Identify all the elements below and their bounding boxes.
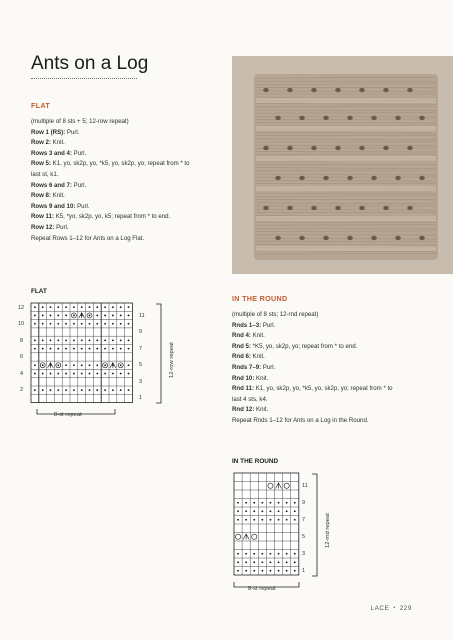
purl-symbol <box>253 519 255 521</box>
page-footer <box>370 605 412 612</box>
eyelet-hole <box>275 176 281 180</box>
purl-symbol <box>261 553 263 555</box>
purl-symbol <box>96 389 98 391</box>
flat-line-text: Knit. <box>50 192 65 200</box>
flat-line-label: Rows 3 and 4: <box>31 149 72 157</box>
purl-symbol <box>96 373 98 375</box>
round-line-label: Rnds 1–3: <box>232 321 262 329</box>
round-line-label: Rnd 12: <box>232 406 255 414</box>
round-row-repeat-label: 12-rnd repeat <box>325 513 331 548</box>
purl-symbol <box>112 348 114 350</box>
purl-symbol <box>34 323 36 325</box>
purl-symbol <box>270 553 272 555</box>
purl-symbol <box>261 570 263 572</box>
purl-symbol <box>65 306 67 308</box>
eyelet-hole <box>323 116 329 120</box>
purl-symbol <box>34 364 36 366</box>
round-line <box>232 363 393 374</box>
eyelet-hole <box>323 236 329 240</box>
eyelet-hole <box>407 88 413 92</box>
purl-symbol <box>81 348 83 350</box>
purl-symbol <box>50 389 52 391</box>
page-title: Ants on a Log <box>31 53 149 74</box>
purl-symbol <box>81 373 83 375</box>
purl-symbol <box>42 315 44 317</box>
purl-symbol <box>89 306 91 308</box>
eyelet-hole <box>407 146 413 150</box>
purl-symbol <box>104 339 106 341</box>
flat-line-label: Row 8: <box>31 192 51 200</box>
purl-symbol <box>253 561 255 563</box>
purl-symbol <box>73 339 75 341</box>
round-instructions <box>232 310 393 427</box>
purl-symbol <box>245 561 247 563</box>
purl-symbol <box>120 306 122 308</box>
flat-line-text: Purl. <box>75 202 90 210</box>
purl-symbol <box>57 373 59 375</box>
purl-symbol <box>253 502 255 504</box>
round-line-text: K1, yo, sk2p, yo, *k5, yo, sk2p, yo; repeat from * to <box>254 385 393 393</box>
eyelet-hole <box>299 236 305 240</box>
purl-symbol <box>237 553 239 555</box>
purl-symbol <box>89 373 91 375</box>
purl-symbol <box>42 323 44 325</box>
flat-line-text: (multiple of 8 sts + 5; 12-row repeat) <box>31 118 129 125</box>
round-line <box>232 374 393 385</box>
purl-symbol <box>104 364 106 366</box>
round-right-row-3: 3 <box>302 551 306 557</box>
flat-chart <box>14 300 194 428</box>
flat-right-row-11: 11 <box>139 313 145 319</box>
purl-symbol <box>89 364 91 366</box>
purl-symbol <box>128 339 130 341</box>
round-right-row-1: 1 <box>302 568 306 574</box>
purl-symbol <box>278 510 280 512</box>
eyelet-hole <box>275 116 281 120</box>
purl-symbol <box>50 315 52 317</box>
purl-symbol <box>261 561 263 563</box>
purl-symbol <box>278 502 280 504</box>
purl-symbol <box>237 510 239 512</box>
round-chart-label: IN THE ROUND <box>232 458 279 465</box>
purl-symbol <box>50 373 52 375</box>
round-line-text: Knit. <box>254 406 269 414</box>
purl-symbol <box>112 306 114 308</box>
purl-symbol <box>57 389 59 391</box>
round-line-text: Purl. <box>261 321 276 329</box>
flat-left-row-12: 12 <box>18 305 25 311</box>
eyelet-hole <box>263 88 269 92</box>
eyelet-hole <box>335 206 341 210</box>
purl-symbol <box>42 373 44 375</box>
purl-symbol <box>81 364 83 366</box>
purl-symbol <box>237 570 239 572</box>
purl-symbol <box>270 561 272 563</box>
eyelet-hole <box>335 88 341 92</box>
eyelet-hole <box>407 206 413 210</box>
purl-symbol <box>294 519 296 521</box>
purl-symbol <box>65 323 67 325</box>
purl-symbol <box>104 389 106 391</box>
purl-symbol <box>270 502 272 504</box>
eyelet-hole <box>371 176 377 180</box>
purl-symbol <box>112 339 114 341</box>
purl-symbol <box>278 553 280 555</box>
flat-line <box>31 202 190 213</box>
flat-line-label: Row 5: <box>31 160 51 168</box>
flat-st-repeat-label: 8-st repeat <box>54 412 82 418</box>
purl-symbol <box>50 323 52 325</box>
flat-line-text: Knit. <box>50 139 65 147</box>
purl-symbol <box>42 306 44 308</box>
purl-symbol <box>34 315 36 317</box>
purl-symbol <box>286 570 288 572</box>
eyelet-hole <box>299 176 305 180</box>
footer-page-number: 229 <box>399 605 412 612</box>
purl-symbol <box>245 510 247 512</box>
purl-symbol <box>253 553 255 555</box>
flat-line-label: Row 1 (RS): <box>31 128 66 136</box>
flat-line <box>31 170 190 181</box>
flat-instructions <box>31 117 190 244</box>
purl-symbol <box>73 306 75 308</box>
purl-symbol <box>120 373 122 375</box>
flat-line-label: Row 12: <box>31 223 55 231</box>
eyelet-hole <box>419 236 425 240</box>
eyelet-hole <box>347 116 353 120</box>
flat-line <box>31 128 190 139</box>
flat-line-text: Purl. <box>54 223 69 231</box>
round-line-text: Knit. <box>250 332 265 340</box>
round-line <box>232 321 393 332</box>
purl-symbol <box>96 339 98 341</box>
flat-left-row-2: 2 <box>20 387 24 393</box>
purl-symbol <box>73 323 75 325</box>
purl-symbol <box>128 373 130 375</box>
eyelet-hole <box>287 88 293 92</box>
round-line-label: Rnd 10: <box>232 374 255 382</box>
eyelet-hole <box>311 88 317 92</box>
flat-line-label: Row 11: <box>31 213 55 221</box>
eyelet-hole <box>311 146 317 150</box>
purl-symbol <box>270 570 272 572</box>
round-line-label: Rnd 6: <box>232 353 251 361</box>
purl-symbol <box>50 306 52 308</box>
flat-left-row-10: 10 <box>18 321 25 327</box>
round-line <box>232 352 393 363</box>
purl-symbol <box>34 306 36 308</box>
purl-symbol <box>50 348 52 350</box>
round-right-row-5: 5 <box>302 534 306 540</box>
purl-symbol <box>104 323 106 325</box>
purl-symbol <box>96 315 98 317</box>
purl-symbol <box>34 389 36 391</box>
purl-symbol <box>278 561 280 563</box>
purl-symbol <box>286 510 288 512</box>
flat-row-repeat-bracket <box>156 304 161 403</box>
purl-symbol <box>65 364 67 366</box>
purl-symbol <box>73 364 75 366</box>
purl-symbol <box>253 570 255 572</box>
round-line <box>232 331 393 342</box>
footer-bullet: • <box>393 605 396 611</box>
purl-symbol <box>278 519 280 521</box>
eyelet-hole <box>383 206 389 210</box>
purl-symbol <box>245 570 247 572</box>
purl-symbol <box>104 348 106 350</box>
purl-symbol <box>73 373 75 375</box>
purl-symbol <box>104 373 106 375</box>
round-line <box>232 342 393 353</box>
flat-right-row-7: 7 <box>139 346 143 352</box>
purl-symbol <box>286 502 288 504</box>
purl-symbol <box>42 389 44 391</box>
purl-symbol <box>112 323 114 325</box>
round-line <box>232 405 393 416</box>
purl-symbol <box>73 315 75 317</box>
eyelet-hole <box>263 206 269 210</box>
eyelet-hole <box>275 236 281 240</box>
eyelet-hole <box>383 88 389 92</box>
purl-symbol <box>120 348 122 350</box>
purl-symbol <box>294 510 296 512</box>
eyelet-hole <box>383 146 389 150</box>
purl-symbol <box>128 306 130 308</box>
purl-symbol <box>89 315 91 317</box>
purl-symbol <box>81 389 83 391</box>
purl-symbol <box>65 339 67 341</box>
purl-symbol <box>112 315 114 317</box>
round-chart <box>226 470 366 598</box>
round-line-label: Rnd 11: <box>232 385 255 393</box>
eyelet-hole <box>359 206 365 210</box>
purl-symbol <box>96 348 98 350</box>
purl-symbol <box>96 323 98 325</box>
eyelet-hole <box>287 146 293 150</box>
round-line-text: Knit. <box>250 353 265 361</box>
eyelet-hole <box>395 176 401 180</box>
purl-symbol <box>104 306 106 308</box>
purl-symbol <box>65 373 67 375</box>
purl-symbol <box>50 339 52 341</box>
flat-line <box>31 212 190 223</box>
purl-symbol <box>34 373 36 375</box>
flat-line-text: Repeat Rows 1–12 for Ants on a Log Flat. <box>31 234 145 242</box>
purl-symbol <box>278 570 280 572</box>
purl-symbol <box>112 389 114 391</box>
purl-symbol <box>120 389 122 391</box>
purl-symbol <box>57 323 59 325</box>
eyelet-hole <box>419 116 425 120</box>
eyelet-hole <box>371 236 377 240</box>
flat-row-repeat-label: 12-row repeat <box>169 342 175 378</box>
round-line-text: Purl. <box>261 363 276 371</box>
purl-symbol <box>96 306 98 308</box>
purl-symbol <box>261 519 263 521</box>
purl-symbol <box>128 389 130 391</box>
purl-symbol <box>237 561 239 563</box>
flat-chart-label: FLAT <box>31 288 47 295</box>
flat-left-row-8: 8 <box>20 338 24 344</box>
purl-symbol <box>89 339 91 341</box>
eyelet-hole <box>347 236 353 240</box>
purl-symbol <box>57 306 59 308</box>
purl-symbol <box>128 364 130 366</box>
flat-line <box>31 117 190 128</box>
eyelet-hole <box>323 176 329 180</box>
eyelet-hole <box>335 146 341 150</box>
purl-symbol <box>294 553 296 555</box>
round-line-text: *K5, yo, sk2p, yo; repeat from * to end. <box>250 342 358 350</box>
purl-symbol <box>81 339 83 341</box>
purl-symbol <box>57 364 59 366</box>
eyelet-hole <box>263 146 269 150</box>
purl-symbol <box>294 561 296 563</box>
purl-symbol <box>73 348 75 350</box>
flat-line <box>31 149 190 160</box>
flat-line-text: K5, *yo, sk2p, yo, k5; repeat from * to end. <box>54 213 171 221</box>
purl-symbol <box>286 553 288 555</box>
flat-line <box>31 191 190 202</box>
purl-symbol <box>120 364 122 366</box>
purl-symbol <box>34 339 36 341</box>
round-line-label: Rnds 7–9: <box>232 363 262 371</box>
purl-symbol <box>128 348 130 350</box>
flat-right-row-5: 5 <box>139 362 143 368</box>
purl-symbol <box>237 502 239 504</box>
purl-symbol <box>42 339 44 341</box>
purl-symbol <box>237 519 239 521</box>
flat-line <box>31 181 190 192</box>
round-line-label: Rnd 4: <box>232 332 251 340</box>
round-heading: IN THE ROUND <box>232 294 288 303</box>
purl-symbol <box>65 315 67 317</box>
purl-symbol <box>42 348 44 350</box>
eyelet-hole <box>395 116 401 120</box>
flat-right-row-1: 1 <box>139 395 143 401</box>
eyelet-hole <box>359 146 365 150</box>
title-dotted-rule <box>31 78 137 79</box>
flat-line-text: K1, yo, sk2p, yo, *k5, yo, sk2p, yo; repeat from * to <box>50 160 190 168</box>
purl-symbol <box>294 570 296 572</box>
flat-line <box>31 138 190 149</box>
flat-left-row-4: 4 <box>20 371 24 377</box>
round-line-text: Repeat Rnds 1–12 for Ants on a Log in the Round. <box>232 416 369 424</box>
footer-section: LACE <box>370 605 390 612</box>
purl-symbol <box>120 339 122 341</box>
purl-symbol <box>112 373 114 375</box>
purl-symbol <box>96 364 98 366</box>
flat-right-row-9: 9 <box>139 329 143 335</box>
flat-line-text: last st, k1. <box>31 170 59 178</box>
purl-symbol <box>245 553 247 555</box>
purl-symbol <box>89 323 91 325</box>
flat-line-label: Row 2: <box>31 139 51 147</box>
eyelet-hole <box>311 206 317 210</box>
purl-symbol <box>42 364 44 366</box>
purl-symbol <box>245 502 247 504</box>
purl-symbol <box>57 348 59 350</box>
round-line <box>232 416 393 427</box>
round-line-text: Knit. <box>254 374 269 382</box>
purl-symbol <box>253 510 255 512</box>
purl-symbol <box>270 510 272 512</box>
purl-symbol <box>286 519 288 521</box>
flat-heading: FLAT <box>31 101 51 110</box>
flat-line-text: Purl. <box>71 181 87 189</box>
eyelet-hole <box>287 206 293 210</box>
purl-symbol <box>120 315 122 317</box>
flat-line <box>31 159 190 170</box>
eyelet-hole <box>371 116 377 120</box>
round-line-text: (multiple of 8 sts; 12-rnd repeat) <box>232 311 319 318</box>
purl-symbol <box>81 306 83 308</box>
purl-symbol <box>73 389 75 391</box>
knit-swatch-photo <box>232 56 453 274</box>
flat-right-row-3: 3 <box>139 379 143 385</box>
purl-symbol <box>34 348 36 350</box>
purl-symbol <box>104 315 106 317</box>
eyelet-hole <box>395 236 401 240</box>
purl-symbol <box>261 510 263 512</box>
eyelet-hole <box>299 116 305 120</box>
purl-symbol <box>89 348 91 350</box>
round-line-text: last 4 sts, k4. <box>232 395 268 403</box>
purl-symbol <box>89 389 91 391</box>
purl-symbol <box>128 323 130 325</box>
eyelet-hole <box>419 176 425 180</box>
round-right-row-11: 11 <box>302 483 308 489</box>
purl-symbol <box>65 348 67 350</box>
purl-symbol <box>261 502 263 504</box>
round-line <box>232 395 393 406</box>
purl-symbol <box>270 519 272 521</box>
round-line-label: Rnd 5: <box>232 342 251 350</box>
flat-left-row-6: 6 <box>20 354 24 360</box>
purl-symbol <box>57 315 59 317</box>
round-right-row-9: 9 <box>302 500 306 506</box>
purl-symbol <box>286 561 288 563</box>
eyelet-hole <box>347 176 353 180</box>
round-st-repeat-label: 8-st repeat <box>248 586 276 592</box>
round-right-row-7: 7 <box>302 517 306 523</box>
purl-symbol <box>120 323 122 325</box>
purl-symbol <box>65 389 67 391</box>
flat-line-text: Purl. <box>71 149 87 157</box>
flat-line-label: Rows 6 and 7: <box>31 181 72 189</box>
flat-line <box>31 223 190 234</box>
purl-symbol <box>294 502 296 504</box>
round-line <box>232 310 393 321</box>
eyelet-hole <box>359 88 365 92</box>
purl-symbol <box>245 519 247 521</box>
purl-symbol <box>128 315 130 317</box>
flat-line-text: Purl. <box>65 128 80 136</box>
round-line <box>232 384 393 395</box>
purl-symbol <box>81 323 83 325</box>
purl-symbol <box>57 339 59 341</box>
flat-line-label: Rows 9 and 10: <box>31 202 76 210</box>
knit-swatch-image <box>232 56 453 274</box>
flat-line <box>31 234 190 245</box>
round-row-repeat-bracket <box>312 474 317 576</box>
